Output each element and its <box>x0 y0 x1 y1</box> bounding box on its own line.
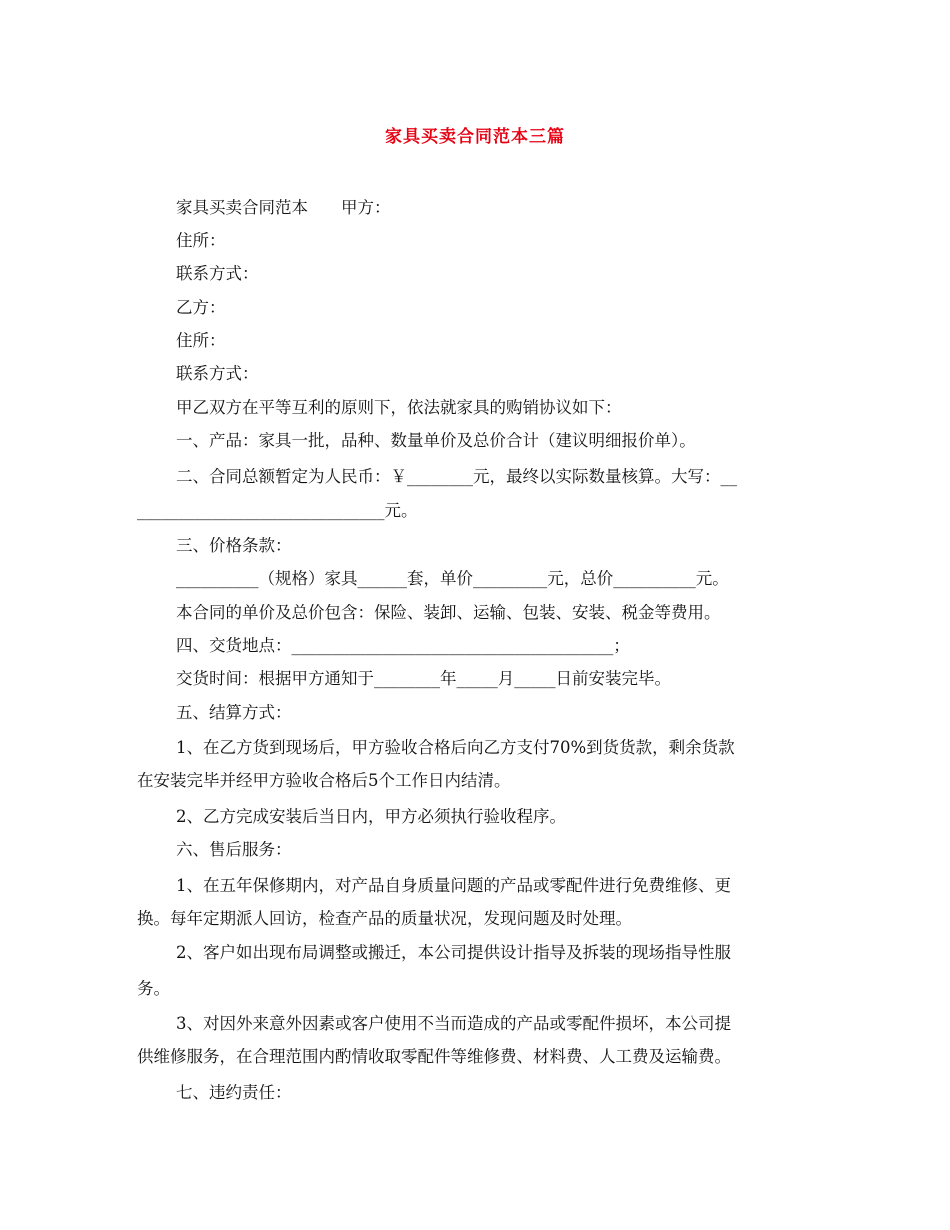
text-line: 2、客户如出现布局调整或搬迁，本公司提供设计指导及拆装的现场指导性服 <box>176 943 731 962</box>
text-line: 住所： <box>176 231 226 250</box>
text-line: 五、结算方式： <box>176 703 292 722</box>
text-line: 务。 <box>137 979 170 998</box>
text-line: 六、售后服务： <box>176 840 292 859</box>
text-line: 1、在五年保修期内，对产品自身质量问题的产品或零配件进行免费维修、更 <box>176 876 731 895</box>
text-line: 乙方： <box>176 298 226 317</box>
text-line: 甲乙双方在平等互利的原则下，依法就家具的购销协议如下： <box>176 398 622 417</box>
text-line: 住所： <box>176 331 226 350</box>
text-line: 四、交货地点：_______________________________________； <box>176 636 630 655</box>
text-line: 联系方式： <box>176 264 259 283</box>
text-line: ______________________________元。 <box>137 501 418 520</box>
text-line: 供维修服务，在合理范围内酌情收取零配件等维修费、材料费、人工费及运输费。 <box>137 1047 731 1066</box>
text-line: 二、合同总额暂定为人民币：￥________元，最终以实际数量核算。大写：__ <box>176 467 737 486</box>
document-title: 家具买卖合同范本三篇 <box>385 127 565 147</box>
text-line: 一、产品：家具一批，品种、数量单价及总价合计（建议明细报价单）。 <box>176 431 696 450</box>
text-line: 本合同的单价及总价包含：保险、装卸、运输、包装、安装、税金等费用。 <box>176 603 721 622</box>
text-line: 交货时间：根据甲方通知于________年_____月_____日前安装完毕。 <box>176 669 671 688</box>
text-line: 三、价格条款： <box>176 536 292 555</box>
text-line: 联系方式： <box>176 364 259 383</box>
text-line: __________（规格）家具______套，单价_________元，总价__________元。 <box>176 569 729 588</box>
text-line: 在安装完毕并经甲方验收合格后5个工作日内结清。 <box>137 771 511 790</box>
text-line: 换。每年定期派人回访，检查产品的质量状况，发现问题及时处理。 <box>137 909 632 928</box>
text-line: 1、在乙方货到现场后，甲方验收合格后向乙方支付70%到货货款，剩余货款 <box>176 738 735 757</box>
text-line: 七、违约责任： <box>176 1083 292 1102</box>
text-line: 2、乙方完成安装后当日内，甲方必须执行验收程序。 <box>176 807 566 826</box>
text-line: 家具买卖合同范本 甲方： <box>176 198 391 217</box>
text-line: 3、对因外来意外因素或客户使用不当而造成的产品或零配件损坏，本公司提 <box>176 1014 731 1033</box>
